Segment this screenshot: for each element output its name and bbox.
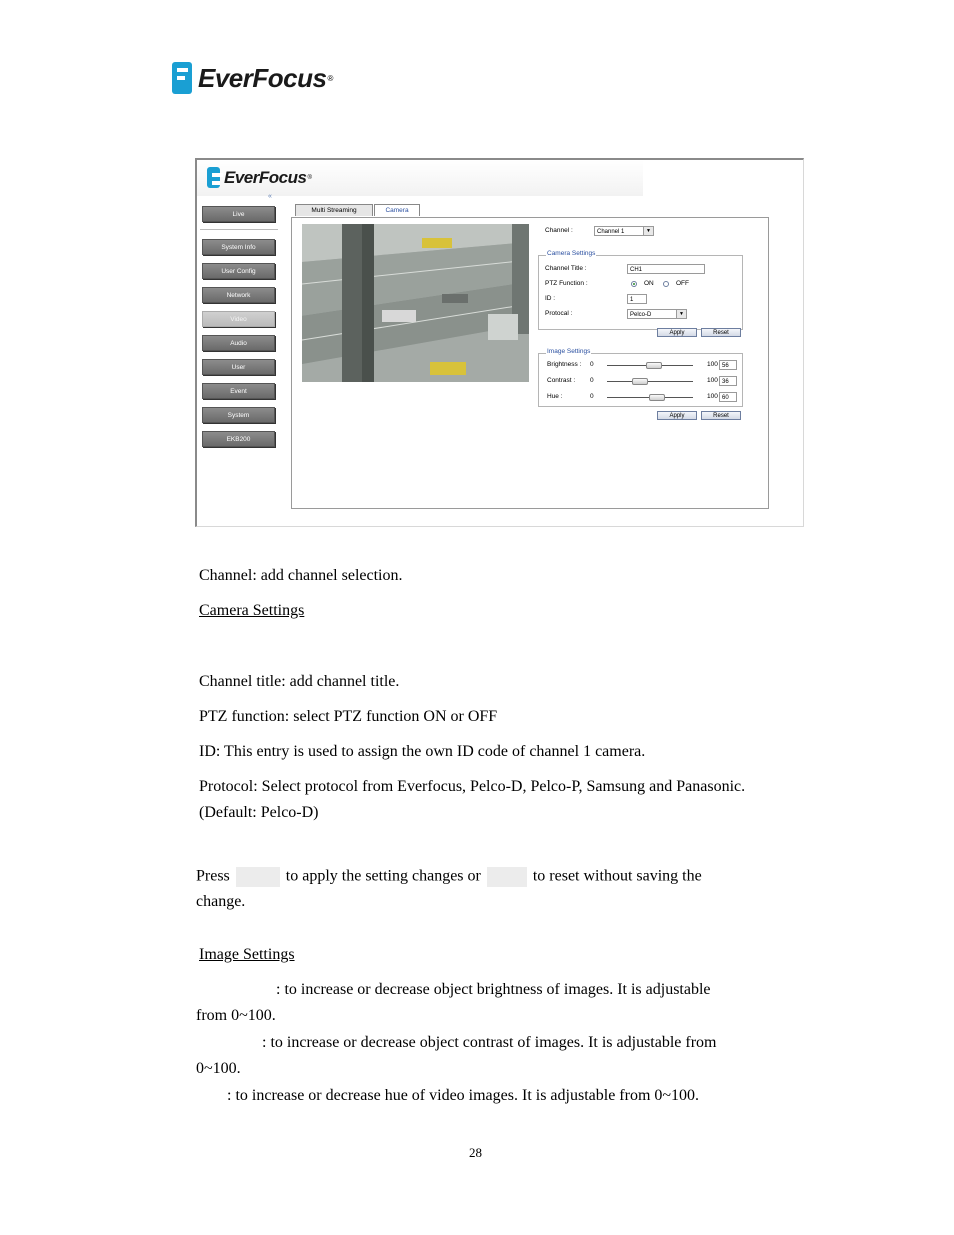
contrast-value-input[interactable]: 36: [719, 376, 737, 386]
channel-title-label: Channel Title :: [545, 265, 587, 272]
protocol-default: (Default: Pelco-D): [199, 804, 319, 821]
hue-slider-thumb[interactable]: [649, 394, 665, 401]
camera-settings-title: Camera Settings: [547, 250, 596, 257]
id-description: ID: This entry is used to assign the own ID code of channel 1 camera.: [199, 743, 646, 760]
contrast-min: 0: [590, 377, 594, 384]
chevron-down-icon: ▼: [643, 227, 653, 235]
image-settings-title: Image Settings: [547, 348, 591, 355]
nav-event[interactable]: Event: [202, 383, 275, 399]
contrast-label: Contrast :: [547, 377, 576, 384]
channel-select-value: Channel 1: [597, 229, 625, 235]
ptz-on-label: ON: [644, 280, 654, 287]
id-label: ID :: [545, 295, 556, 302]
camera-reset-button[interactable]: Reset: [701, 328, 741, 337]
press-instruction-line2: change.: [196, 893, 246, 910]
image-apply-button[interactable]: Apply: [657, 411, 697, 420]
brightness-max: 100: [707, 361, 718, 368]
nav-live[interactable]: Live: [202, 206, 275, 222]
sidebar-collapse-icon[interactable]: «: [268, 193, 272, 200]
hue-value-input[interactable]: 60: [719, 392, 737, 402]
camera-settings-heading: Camera Settings: [199, 602, 305, 619]
reset-button-image: [487, 867, 527, 887]
everfocus-logo-icon: [172, 62, 192, 94]
protocol-select-value: Pelco-D: [630, 312, 652, 318]
press-end: to reset without saving the: [532, 867, 702, 885]
ui-logo-icon: [207, 167, 220, 188]
contrast-description: : to increase or decrease object contrast of images. It is adjustable from: [262, 1034, 717, 1051]
channel-title-input[interactable]: CH1: [627, 264, 705, 274]
chevron-down-icon: ▼: [676, 310, 686, 318]
nav-video[interactable]: Video: [202, 311, 275, 327]
hue-label: Hue :: [547, 393, 563, 400]
contrast-slider-track[interactable]: [607, 381, 693, 382]
ui-logo-brand: EverFocus: [224, 167, 307, 187]
ui-header: [197, 160, 643, 196]
nav-network[interactable]: Network: [202, 287, 275, 303]
press-mid: to apply the setting changes or: [285, 867, 481, 885]
channel-label: Channel :: [545, 227, 573, 234]
protocol-label: Protocal :: [545, 310, 573, 317]
contrast-slider-thumb[interactable]: [632, 378, 648, 385]
camera-settings-screenshot: [195, 158, 804, 527]
brightness-description-line2: from 0~100.: [196, 1007, 276, 1024]
apply-button-image: [236, 867, 280, 887]
hue-description: : to increase or decrease hue of video images. It is adjustable from 0~100.: [227, 1087, 700, 1104]
press-instruction: [196, 867, 702, 887]
nav-ekb200[interactable]: EKB200: [202, 431, 275, 447]
nav-audio[interactable]: Audio: [202, 335, 275, 351]
page-number: 28: [469, 1145, 482, 1160]
ptz-function-label: PTZ Function :: [545, 280, 588, 287]
brightness-description: : to increase or decrease object brightness of images. It is adjustable: [276, 981, 711, 998]
ptz-off-radio[interactable]: [663, 281, 669, 287]
brightness-value-input[interactable]: 56: [719, 360, 737, 370]
channel-description: Channel: add channel selection.: [199, 567, 403, 584]
channel-title-description: Channel title: add channel title.: [199, 673, 400, 690]
nav-user-config[interactable]: User Config: [202, 263, 275, 279]
hue-max: 100: [707, 393, 718, 400]
ptz-off-label: OFF: [676, 280, 689, 287]
logo-reg: ®: [327, 73, 334, 83]
hue-min: 0: [590, 393, 594, 400]
everfocus-logo: [172, 62, 333, 94]
brightness-slider-thumb[interactable]: [646, 362, 662, 369]
brightness-min: 0: [590, 361, 594, 368]
ptz-description: PTZ function: select PTZ function ON or OFF: [199, 708, 498, 725]
ui-logo-reg: ®: [307, 174, 312, 181]
camera-apply-button[interactable]: Apply: [657, 328, 697, 337]
nav-system[interactable]: System: [202, 407, 275, 423]
logo-brand: EverFocus: [198, 62, 327, 93]
protocol-description: Protocol: Select protocol from Everfocus, Pelco-D, Pelco-P, Samsung and Panasonic.: [199, 778, 746, 795]
tab-camera[interactable]: Camera: [374, 204, 420, 216]
ptz-on-radio[interactable]: [631, 281, 637, 287]
channel-select[interactable]: [594, 226, 654, 236]
brightness-label: Brightness :: [547, 361, 582, 368]
contrast-max: 100: [707, 377, 718, 384]
nav-separator: [200, 229, 278, 230]
image-reset-button[interactable]: Reset: [701, 411, 741, 420]
protocol-select[interactable]: [627, 309, 687, 319]
image-settings-heading: Image Settings: [199, 946, 295, 963]
nav-system-info[interactable]: System Info: [202, 239, 275, 255]
ui-logo: [207, 167, 312, 188]
nav-user[interactable]: User: [202, 359, 275, 375]
video-scene-image: [302, 224, 529, 382]
tab-multi-streaming[interactable]: Multi Streaming: [295, 204, 373, 216]
press-word: Press: [196, 867, 230, 885]
video-preview: [302, 224, 529, 382]
contrast-description-line2: 0~100.: [196, 1060, 241, 1077]
id-input[interactable]: 1: [627, 294, 647, 304]
